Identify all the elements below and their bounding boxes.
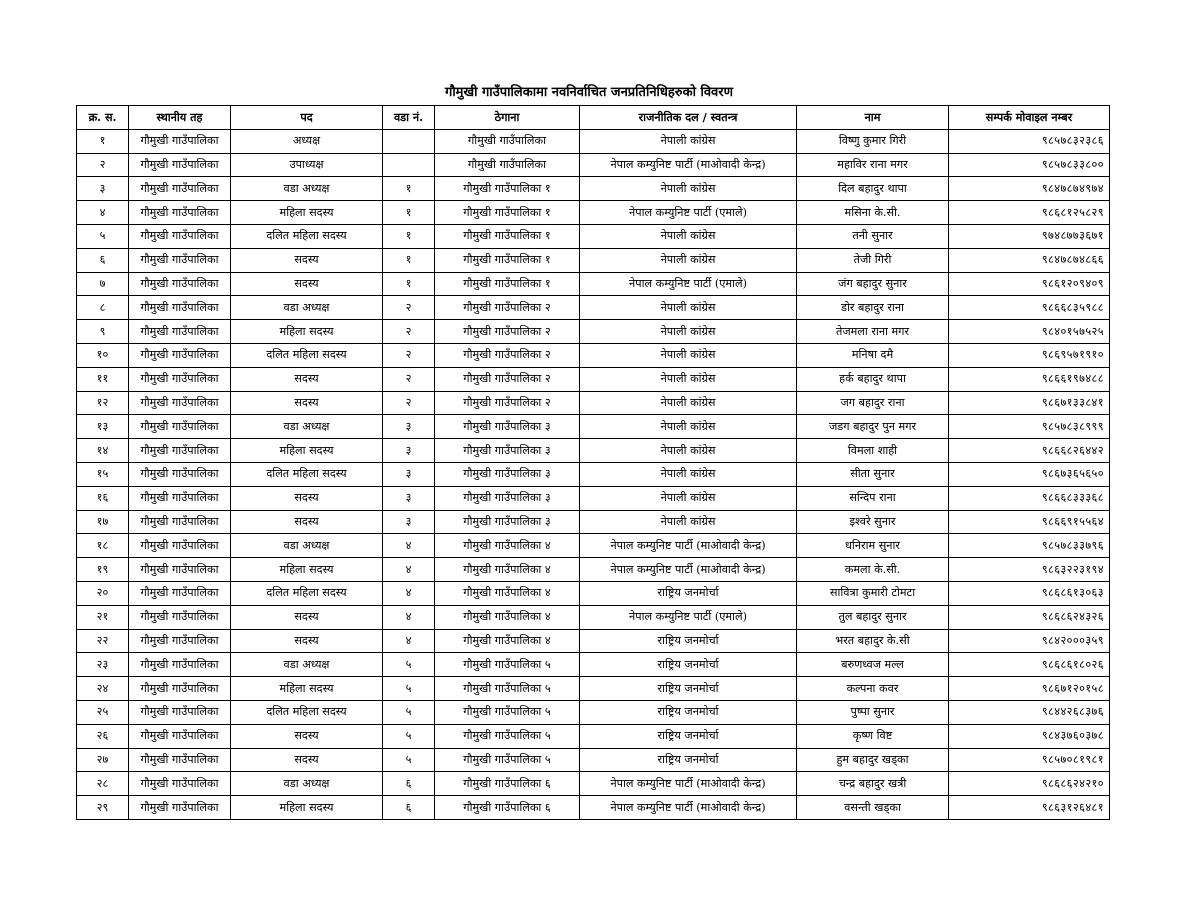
cell-col-post: दलित महिला सदस्य	[231, 581, 383, 605]
cell-col-address: गौमुखी गाउँपालिका ४	[435, 605, 580, 629]
cell-col-phone: ९८४२०००३५९	[949, 629, 1110, 653]
cell-col-phone: ९८६७१३३८४१	[949, 391, 1110, 415]
cell-col-post: उपाध्यक्ष	[231, 153, 383, 177]
cell-col-local-level: गौमुखी गाउँपालिका	[129, 534, 231, 558]
cell-col-phone: ९८४०१५७५२५	[949, 320, 1110, 344]
cell-col-serial: २०	[77, 581, 129, 605]
cell-col-party: राष्ट्रिय जनमोर्चा	[580, 653, 797, 677]
cell-col-local-level: गौमुखी गाउँपालिका	[129, 796, 231, 820]
cell-col-address: गौमुखी गाउँपालिका २	[435, 320, 580, 344]
cell-col-post: सदस्य	[231, 605, 383, 629]
cell-col-serial: २२	[77, 629, 129, 653]
cell-col-serial: २३	[77, 653, 129, 677]
cell-col-ward: ४	[383, 629, 435, 653]
cell-col-serial: १३	[77, 415, 129, 439]
cell-col-serial: १०	[77, 343, 129, 367]
cell-col-local-level: गौमुखी गाउँपालिका	[129, 748, 231, 772]
cell-col-name: धनिराम सुनार	[797, 534, 949, 558]
table-row	[77, 248, 1110, 272]
cell-col-party: नेपाल कम्युनिष्ट पार्टी (माओवादी केन्द्र)	[580, 772, 797, 796]
cell-col-address: गौमुखी गाउँपालिका ५	[435, 677, 580, 701]
cell-col-party: नेपाल कम्युनिष्ट पार्टी (एमाले)	[580, 201, 797, 225]
table-row	[77, 605, 1110, 629]
table-row	[77, 724, 1110, 748]
cell-col-address: गौमुखी गाउँपालिका २	[435, 391, 580, 415]
header-col-post: पद	[231, 106, 383, 130]
cell-col-ward: २	[383, 391, 435, 415]
cell-col-serial: ३	[77, 177, 129, 201]
cell-col-ward: ३	[383, 510, 435, 534]
cell-col-ward: ५	[383, 653, 435, 677]
cell-col-name: सीता सुनार	[797, 462, 949, 486]
cell-col-local-level: गौमुखी गाउँपालिका	[129, 201, 231, 225]
cell-col-serial: १	[77, 129, 129, 153]
cell-col-local-level: गौमुखी गाउँपालिका	[129, 129, 231, 153]
cell-col-address: गौमुखी गाउँपालिका ५	[435, 724, 580, 748]
cell-col-name: तेजी गिरी	[797, 248, 949, 272]
cell-col-name: चन्द्र बहादुर खत्री	[797, 772, 949, 796]
cell-col-local-level: गौमुखी गाउँपालिका	[129, 772, 231, 796]
cell-col-ward: १	[383, 248, 435, 272]
cell-col-party: नेपाल कम्युनिष्ट पार्टी (माओवादी केन्द्र)	[580, 796, 797, 820]
cell-col-phone: ९८६८६२४३२६	[949, 605, 1110, 629]
cell-col-phone: ९८६८६१८०२६	[949, 653, 1110, 677]
cell-col-name: तनी सुनार	[797, 224, 949, 248]
header-col-ward: वडा नं.	[383, 106, 435, 130]
table-row	[77, 320, 1110, 344]
cell-col-ward: ६	[383, 772, 435, 796]
cell-col-party: नेपाली कांग्रेस	[580, 462, 797, 486]
cell-col-party: राष्ट्रिय जनमोर्चा	[580, 581, 797, 605]
cell-col-local-level: गौमुखी गाउँपालिका	[129, 177, 231, 201]
table-row	[77, 391, 1110, 415]
cell-col-name: डोर बहादुर राना	[797, 296, 949, 320]
cell-col-party: राष्ट्रिय जनमोर्चा	[580, 629, 797, 653]
cell-col-serial: १९	[77, 558, 129, 582]
cell-col-ward: ४	[383, 534, 435, 558]
cell-col-post: सदस्य	[231, 367, 383, 391]
cell-col-phone: ९८५७८३२३८६	[949, 129, 1110, 153]
cell-col-phone: ९८६७३६५६५०	[949, 462, 1110, 486]
cell-col-local-level: गौमुखी गाउँपालिका	[129, 153, 231, 177]
cell-col-serial: ९	[77, 320, 129, 344]
cell-col-party: नेपाली कांग्रेस	[580, 177, 797, 201]
cell-col-ward: १	[383, 201, 435, 225]
cell-col-phone: ९८६६१९७४८८	[949, 367, 1110, 391]
cell-col-name: सावित्रा कुमारी टोमटा	[797, 581, 949, 605]
cell-col-post: सदस्य	[231, 272, 383, 296]
cell-col-address: गौमुखी गाउँपालिका ३	[435, 439, 580, 463]
cell-col-post: सदस्य	[231, 629, 383, 653]
cell-col-address: गौमुखी गाउँपालिका २	[435, 343, 580, 367]
cell-col-ward: २	[383, 296, 435, 320]
cell-col-phone: ९८४७८७४९७४	[949, 177, 1110, 201]
cell-col-address: गौमुखी गाउँपालिका ३	[435, 462, 580, 486]
cell-col-name: जंग बहादुर सुनार	[797, 272, 949, 296]
cell-col-party: नेपाल कम्युनिष्ट पार्टी (एमाले)	[580, 272, 797, 296]
cell-col-phone: ९८५७८३३८००	[949, 153, 1110, 177]
table-row	[77, 653, 1110, 677]
cell-col-serial: २	[77, 153, 129, 177]
cell-col-ward: २	[383, 320, 435, 344]
cell-col-phone: ९७४८७७३६७१	[949, 224, 1110, 248]
table-row	[77, 748, 1110, 772]
cell-col-post: महिला सदस्य	[231, 558, 383, 582]
header-col-name: नाम	[797, 106, 949, 130]
cell-col-name: मनिषा दमै	[797, 343, 949, 367]
cell-col-name: हर्क बहादुर थापा	[797, 367, 949, 391]
cell-col-serial: १४	[77, 439, 129, 463]
cell-col-post: वडा अध्यक्ष	[231, 296, 383, 320]
cell-col-ward: १	[383, 272, 435, 296]
cell-col-name: दिल बहादुर थापा	[797, 177, 949, 201]
cell-col-address: गौमुखी गाउँपालिका १	[435, 248, 580, 272]
cell-col-address: गौमुखी गाउँपालिका ५	[435, 748, 580, 772]
table-row	[77, 272, 1110, 296]
cell-col-post: सदस्य	[231, 248, 383, 272]
cell-col-name: कल्पना कवर	[797, 677, 949, 701]
cell-col-local-level: गौमुखी गाउँपालिका	[129, 605, 231, 629]
cell-col-address: गौमुखी गाउँपालिका १	[435, 272, 580, 296]
cell-col-local-level: गौमुखी गाउँपालिका	[129, 629, 231, 653]
cell-col-serial: २५	[77, 700, 129, 724]
cell-col-party: नेपाली कांग्रेस	[580, 343, 797, 367]
cell-col-serial: १८	[77, 534, 129, 558]
cell-col-name: कृष्ण विष्ट	[797, 724, 949, 748]
cell-col-name: बरुणध्वज मल्ल	[797, 653, 949, 677]
cell-col-local-level: गौमुखी गाउँपालिका	[129, 581, 231, 605]
cell-col-address: गौमुखी गाउँपालिका २	[435, 367, 580, 391]
cell-col-serial: २७	[77, 748, 129, 772]
cell-col-local-level: गौमुखी गाउँपालिका	[129, 391, 231, 415]
cell-col-local-level: गौमुखी गाउँपालिका	[129, 653, 231, 677]
cell-col-party: नेपाल कम्युनिष्ट पार्टी (माओवादी केन्द्र)	[580, 153, 797, 177]
cell-col-post: महिला सदस्य	[231, 320, 383, 344]
cell-col-phone: ९८६८६१३०६३	[949, 581, 1110, 605]
cell-col-phone: ९८६७१२०१५८	[949, 677, 1110, 701]
cell-col-phone: ९८६६८२६४४२	[949, 439, 1110, 463]
cell-col-party: नेपाली कांग्रेस	[580, 320, 797, 344]
cell-col-local-level: गौमुखी गाउँपालिका	[129, 510, 231, 534]
cell-col-party: नेपाली कांग्रेस	[580, 486, 797, 510]
cell-col-ward: ३	[383, 415, 435, 439]
cell-col-party: राष्ट्रिय जनमोर्चा	[580, 748, 797, 772]
cell-col-local-level: गौमुखी गाउँपालिका	[129, 700, 231, 724]
cell-col-local-level: गौमुखी गाउँपालिका	[129, 439, 231, 463]
table-row	[77, 343, 1110, 367]
table-row	[77, 486, 1110, 510]
cell-col-ward: ३	[383, 439, 435, 463]
cell-col-local-level: गौमुखी गाउँपालिका	[129, 486, 231, 510]
cell-col-phone: ९८५७८३३७९६	[949, 534, 1110, 558]
cell-col-serial: २९	[77, 796, 129, 820]
header-col-phone: सम्पर्क मोवाइल नम्बर	[949, 106, 1110, 130]
cell-col-name: भरत बहादुर के.सी	[797, 629, 949, 653]
cell-col-local-level: गौमुखी गाउँपालिका	[129, 272, 231, 296]
cell-col-party: नेपाली कांग्रेस	[580, 510, 797, 534]
cell-col-ward: ५	[383, 748, 435, 772]
cell-col-address: गौमुखी गाउँपालिका ४	[435, 581, 580, 605]
cell-col-name: विमला शाही	[797, 439, 949, 463]
table-row	[77, 224, 1110, 248]
cell-col-serial: ८	[77, 296, 129, 320]
cell-col-address: गौमुखी गाउँपालिका	[435, 153, 580, 177]
cell-col-phone: ९८६९५७१९१०	[949, 343, 1110, 367]
table-row	[77, 296, 1110, 320]
cell-col-post: सदस्य	[231, 391, 383, 415]
cell-col-ward: १	[383, 224, 435, 248]
cell-col-local-level: गौमुखी गाउँपालिका	[129, 248, 231, 272]
cell-col-serial: ४	[77, 201, 129, 225]
cell-col-address: गौमुखी गाउँपालिका ४	[435, 629, 580, 653]
cell-col-address: गौमुखी गाउँपालिका ३	[435, 486, 580, 510]
cell-col-post: दलित महिला सदस्य	[231, 462, 383, 486]
cell-col-address: गौमुखी गाउँपालिका १	[435, 224, 580, 248]
cell-col-name: मसिना के.सी.	[797, 201, 949, 225]
table-row	[77, 534, 1110, 558]
cell-col-serial: ६	[77, 248, 129, 272]
cell-col-party: नेपाली कांग्रेस	[580, 296, 797, 320]
cell-col-ward: २	[383, 343, 435, 367]
cell-col-serial: १५	[77, 462, 129, 486]
cell-col-post: सदस्य	[231, 724, 383, 748]
cell-col-ward: ५	[383, 700, 435, 724]
table-row	[77, 700, 1110, 724]
cell-col-ward: ३	[383, 462, 435, 486]
cell-col-phone: ९८६६८३५९८८	[949, 296, 1110, 320]
table-row	[77, 796, 1110, 820]
cell-col-post: महिला सदस्य	[231, 677, 383, 701]
cell-col-serial: १६	[77, 486, 129, 510]
cell-col-post: सदस्य	[231, 510, 383, 534]
table-row	[77, 153, 1110, 177]
cell-col-address: गौमुखी गाउँपालिका ३	[435, 510, 580, 534]
table-row	[77, 201, 1110, 225]
cell-col-local-level: गौमुखी गाउँपालिका	[129, 367, 231, 391]
cell-col-address: गौमुखी गाउँपालिका ५	[435, 653, 580, 677]
cell-col-post: सदस्य	[231, 486, 383, 510]
cell-col-address: गौमुखी गाउँपालिका १	[435, 201, 580, 225]
cell-col-address: गौमुखी गाउँपालिका ४	[435, 534, 580, 558]
cell-col-phone: ९८६६८३३३६८	[949, 486, 1110, 510]
cell-col-party: नेपाली कांग्रेस	[580, 439, 797, 463]
cell-col-name: पुष्पा सुनार	[797, 700, 949, 724]
cell-col-address: गौमुखी गाउँपालिका ३	[435, 415, 580, 439]
cell-col-address: गौमुखी गाउँपालिका ४	[435, 558, 580, 582]
cell-col-local-level: गौमुखी गाउँपालिका	[129, 296, 231, 320]
cell-col-post: वडा अध्यक्ष	[231, 653, 383, 677]
cell-col-local-level: गौमुखी गाउँपालिका	[129, 224, 231, 248]
cell-col-address: गौमुखी गाउँपालिका ६	[435, 796, 580, 820]
cell-col-party: नेपाली कांग्रेस	[580, 224, 797, 248]
cell-col-phone: ९८६३१२६४८१	[949, 796, 1110, 820]
cell-col-ward: ५	[383, 677, 435, 701]
table-body	[77, 129, 1110, 819]
cell-col-post: महिला सदस्य	[231, 201, 383, 225]
cell-col-local-level: गौमुखी गाउँपालिका	[129, 724, 231, 748]
cell-col-serial: १७	[77, 510, 129, 534]
cell-col-serial: ११	[77, 367, 129, 391]
header-col-serial: क्र. स.	[77, 106, 129, 130]
cell-col-party: राष्ट्रिय जनमोर्चा	[580, 724, 797, 748]
cell-col-name: जग बहादुर राना	[797, 391, 949, 415]
cell-col-name: विष्णु कुमार गिरी	[797, 129, 949, 153]
cell-col-party: राष्ट्रिय जनमोर्चा	[580, 677, 797, 701]
header-col-local-level: स्थानीय तह	[129, 106, 231, 130]
table-row	[77, 510, 1110, 534]
cell-col-name: तेजमला राना मगर	[797, 320, 949, 344]
cell-col-ward: ४	[383, 581, 435, 605]
cell-col-address: गौमुखी गाउँपालिका १	[435, 177, 580, 201]
cell-col-phone: ९८६६९१५५६४	[949, 510, 1110, 534]
representatives-table-container	[76, 105, 1110, 820]
table-row	[77, 772, 1110, 796]
cell-col-post: वडा अध्यक्ष	[231, 177, 383, 201]
table-row	[77, 439, 1110, 463]
cell-col-serial: २६	[77, 724, 129, 748]
cell-col-local-level: गौमुखी गाउँपालिका	[129, 558, 231, 582]
cell-col-local-level: गौमुखी गाउँपालिका	[129, 462, 231, 486]
cell-col-ward: ३	[383, 486, 435, 510]
cell-col-serial: ७	[77, 272, 129, 296]
cell-col-ward: ६	[383, 796, 435, 820]
cell-col-post: सदस्य	[231, 748, 383, 772]
cell-col-name: हुम बहादुर खड्का	[797, 748, 949, 772]
cell-col-name: सन्दिप राना	[797, 486, 949, 510]
cell-col-ward	[383, 153, 435, 177]
cell-col-party: नेपाली कांग्रेस	[580, 248, 797, 272]
cell-col-ward: ४	[383, 558, 435, 582]
cell-col-local-level: गौमुखी गाउँपालिका	[129, 320, 231, 344]
cell-col-post: अध्यक्ष	[231, 129, 383, 153]
cell-col-phone: ९८४३७६०३७८	[949, 724, 1110, 748]
cell-col-ward: ५	[383, 724, 435, 748]
cell-col-party: नेपाली कांग्रेस	[580, 129, 797, 153]
table-row	[77, 177, 1110, 201]
cell-col-phone: ९८६८१२५८२९	[949, 201, 1110, 225]
cell-col-name: इश्वरे सुनार	[797, 510, 949, 534]
cell-col-post: वडा अध्यक्ष	[231, 534, 383, 558]
cell-col-post: महिला सदस्य	[231, 439, 383, 463]
cell-col-post: वडा अध्यक्ष	[231, 415, 383, 439]
cell-col-serial: २१	[77, 605, 129, 629]
header-col-party: राजनीतिक दल / स्वतन्त्र	[580, 106, 797, 130]
cell-col-address: गौमुखी गाउँपालिका २	[435, 296, 580, 320]
cell-col-local-level: गौमुखी गाउँपालिका	[129, 415, 231, 439]
cell-col-address: गौमुखी गाउँपालिका	[435, 129, 580, 153]
cell-col-party: नेपाल कम्युनिष्ट पार्टी (एमाले)	[580, 605, 797, 629]
cell-col-ward: १	[383, 177, 435, 201]
cell-col-name: महाविर राना मगर	[797, 153, 949, 177]
cell-col-name: जडग बहादुर पुन मगर	[797, 415, 949, 439]
cell-col-party: नेपाली कांग्रेस	[580, 391, 797, 415]
header-col-address: ठेगाना	[435, 106, 580, 130]
cell-col-ward: २	[383, 367, 435, 391]
cell-col-ward: ४	[383, 605, 435, 629]
cell-col-post: दलित महिला सदस्य	[231, 224, 383, 248]
table-row	[77, 581, 1110, 605]
cell-col-party: राष्ट्रिय जनमोर्चा	[580, 700, 797, 724]
cell-col-serial: २४	[77, 677, 129, 701]
cell-col-serial: ५	[77, 224, 129, 248]
cell-col-party: नेपाली कांग्रेस	[580, 367, 797, 391]
cell-col-name: तुल बहादुर सुनार	[797, 605, 949, 629]
table-row	[77, 558, 1110, 582]
table-row	[77, 415, 1110, 439]
cell-col-serial: १२	[77, 391, 129, 415]
cell-col-phone: ९८४७८७४८६६	[949, 248, 1110, 272]
cell-col-phone: ९८६८६२४२१०	[949, 772, 1110, 796]
cell-col-party: नेपाल कम्युनिष्ट पार्टी (माओवादी केन्द्र)	[580, 534, 797, 558]
cell-col-post: दलित महिला सदस्य	[231, 700, 383, 724]
cell-col-local-level: गौमुखी गाउँपालिका	[129, 677, 231, 701]
cell-col-party: नेपाल कम्युनिष्ट पार्टी (माओवादी केन्द्र)	[580, 558, 797, 582]
cell-col-ward	[383, 129, 435, 153]
table-header-row	[77, 106, 1110, 130]
table-row	[77, 462, 1110, 486]
cell-col-name: वसन्ती खड्का	[797, 796, 949, 820]
representatives-table	[76, 105, 1110, 820]
cell-col-post: दलित महिला सदस्य	[231, 343, 383, 367]
cell-col-address: गौमुखी गाउँपालिका ५	[435, 700, 580, 724]
cell-col-party: नेपाली कांग्रेस	[580, 415, 797, 439]
cell-col-post: महिला सदस्य	[231, 796, 383, 820]
table-row	[77, 629, 1110, 653]
cell-col-post: वडा अध्यक्ष	[231, 772, 383, 796]
document-title: गौमुखी गाउँपालिकामा नवनिर्वाचित जनप्रतिनिधिहरुको विवरण	[445, 85, 733, 100]
cell-col-name: कमला के.सी.	[797, 558, 949, 582]
table-row	[77, 367, 1110, 391]
table-row	[77, 129, 1110, 153]
cell-col-phone: ९८५७०८१९८१	[949, 748, 1110, 772]
table-row	[77, 677, 1110, 701]
cell-col-serial: २८	[77, 772, 129, 796]
cell-col-local-level: गौमुखी गाउँपालिका	[129, 343, 231, 367]
cell-col-phone: ९८६१२०९४०९	[949, 272, 1110, 296]
cell-col-phone: ९८६३२२३१९४	[949, 558, 1110, 582]
cell-col-phone: ९८५७८३८९९९	[949, 415, 1110, 439]
cell-col-address: गौमुखी गाउँपालिका ६	[435, 772, 580, 796]
cell-col-phone: ९८४४२६८३७६	[949, 700, 1110, 724]
